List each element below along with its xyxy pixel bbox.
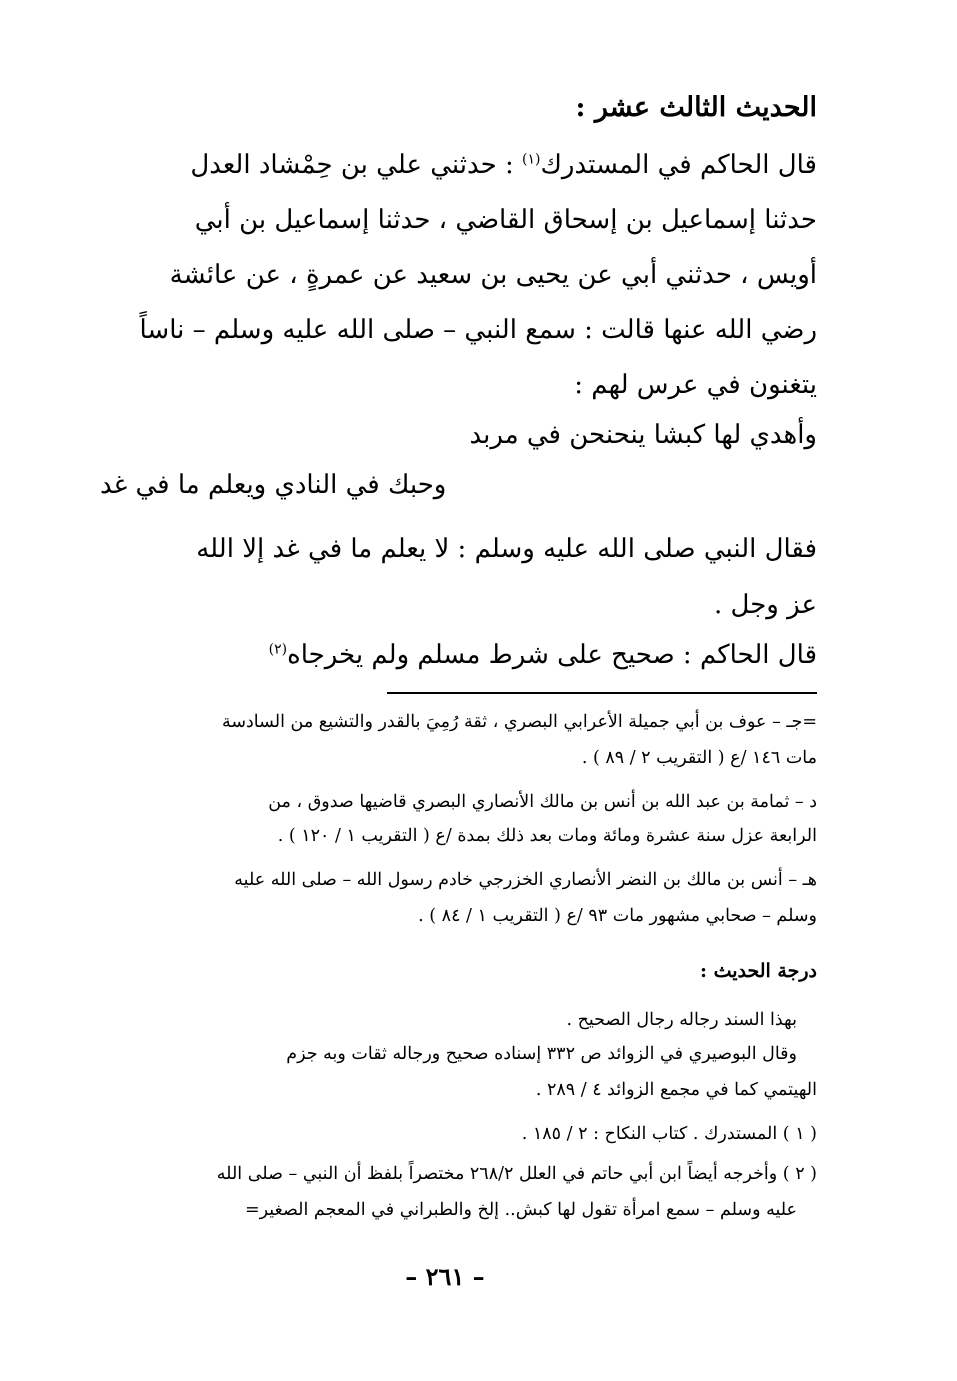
narrator-note-3-line-2: وسلم – صحابي مشهور مات ٩٣ /ع ( التقريب ١ / ٨٤ ) . (418, 906, 817, 926)
main-line-1 (190, 150, 817, 181)
main-line-8 (269, 640, 817, 671)
section-title: الحديث الثالث عشر : (575, 92, 817, 123)
main-line-8-text: قال الحاكم : صحيح على شرط مسلم ولم يخرجاه (287, 640, 817, 670)
narrator-note-1-line-1: =جـ – عوف بن أبي جميلة الأعرابي البصري ، ثقة رُمِيَ بالقدر والتشيع من السادسة (221, 712, 817, 732)
footnote-ref-1: (١) (522, 151, 541, 168)
main-line-1-text-a: قال الحاكم في المستدرك (540, 150, 817, 180)
main-line-6: فقال النبي صلى الله عليه وسلم : لا يعلم ما في غد إلا الله (196, 534, 817, 564)
grade-title: درجة الحديث : (699, 960, 817, 982)
main-line-3: أويس ، حدثني أبي عن يحيى بن سعيد عن عمرةٍ ، عن عائشة (169, 260, 817, 290)
narrator-note-1-line-2: مات ١٤٦ /ع ( التقريب ٢ / ٨٩ ) . (581, 748, 817, 768)
main-line-1-text-b: : حدثني علي بن حِمْشاد العدل (190, 150, 522, 180)
main-line-7: عز وجل . (714, 590, 817, 620)
grade-line-3: الهيتمي كما في مجمع الزوائد ٤ / ٢٨٩ . (535, 1080, 817, 1100)
narrator-note-2-line-1: د – ثمامة بن عبد الله بن أنس بن مالك الأنصاري البصري قاضيها صدوق ، من (268, 792, 817, 812)
footnote-separator (387, 692, 817, 694)
poem-verse-1: وأهدي لها كبشا ينحنحن في مربد (469, 420, 817, 450)
footnote-2-line-1: ( ٢ ) وأخرجه أيضاً ابن أبي حاتم في العلل ٢٦٨/٢ مختصراً بلفظ أن النبي – صلى الله (216, 1164, 817, 1184)
poem-verse-2: وحبك في النادي ويعلم ما في غد (100, 470, 447, 500)
footnote-2-line-2: عليه وسلم – سمع امرأة تقول لها كبش.. إلخ والطبراني في المعجم الصغير= (244, 1200, 797, 1220)
narrator-note-2-line-2: الرابعة عزل سنة عشرة ومائة ومات بعد ذلك بمدة /ع ( التقريب ١ / ١٢٠ ) . (277, 826, 817, 846)
narrator-note-3-line-1: هـ – أنس بن مالك بن النضر الأنصاري الخزرجي خادم رسول الله – صلى الله عليه (234, 870, 817, 890)
main-line-5: يتغنون في عرس لهم : (574, 370, 817, 400)
footnote-1: ( ١ ) المستدرك . كتاب النكاح : ٢ / ١٨٥ . (521, 1124, 817, 1144)
footnote-ref-2: (٢) (268, 641, 288, 658)
page-number: – ٢٦١ – (405, 1262, 485, 1291)
grade-line-1: بهذا السند رجاله رجال الصحيح . (566, 1010, 797, 1030)
main-line-2: حدثنا إسماعيل بن إسحاق القاضي ، حدثنا إسماعيل بن أبي (194, 205, 817, 235)
grade-line-2: وقال البوصيري في الزوائد ص ٣٣٢ إسناده صحيح ورجاله ثقات وبه جزم (286, 1044, 797, 1064)
main-line-4: رضي الله عنها قالت : سمع النبي – صلى الله عليه وسلم – ناساً (139, 315, 817, 345)
